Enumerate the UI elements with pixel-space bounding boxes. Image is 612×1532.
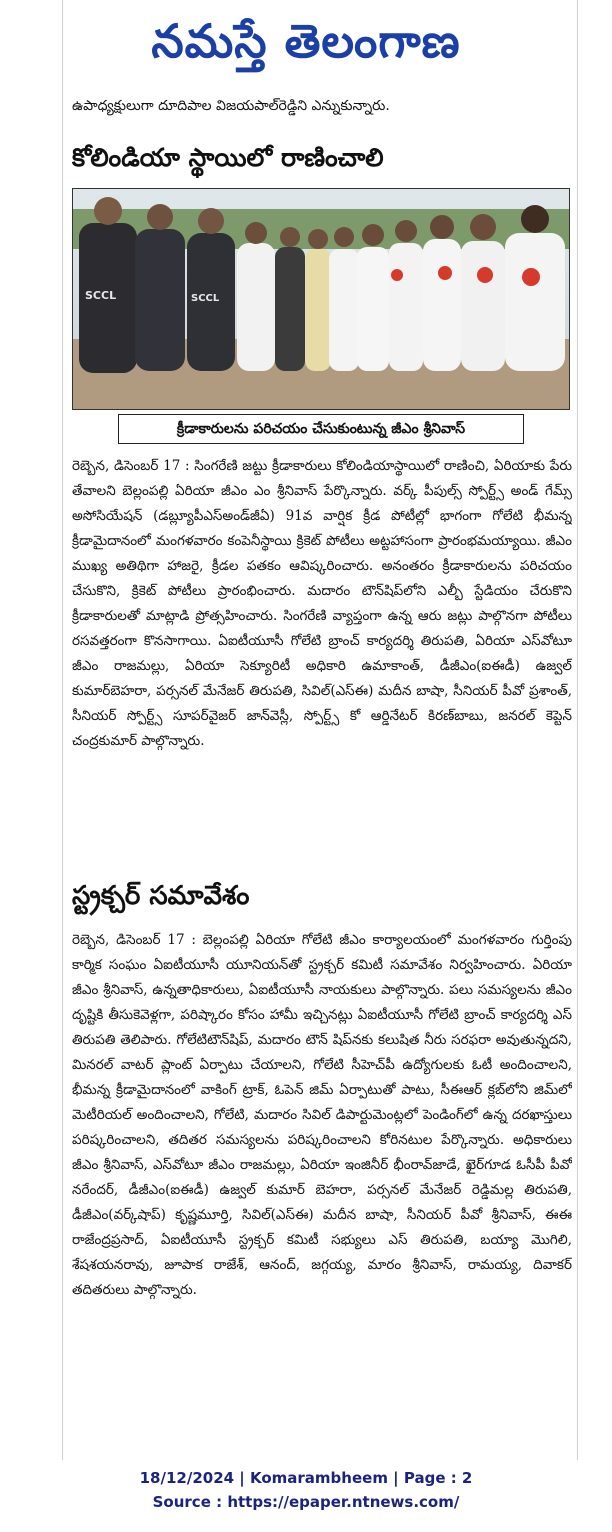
footer-date-page: 18/12/2024 | Komarambheem | Page : 2 bbox=[139, 1469, 473, 1487]
article2-body: రెబ్బెన, డిసెంబర్ 17 : బెల్లంపల్లి ఏరియా గోలేటి జీఎం కార్యాలయంలో మంగళవారం గుర్తింపు కార్మిక సంఘం ఏఐటీయూసీ యూనియన్‌తో స్ట్రక్చర్ కమిటీ సమావేశం నిర్వహించారు. ఏరియా జీఎం శ్రీనివాస్, ఉన్నతాధికారులు, ఏఐటీయూసీ నాయకులు పాల్గొన్నారు. పలు సమస్యలను జీఎం దృష్టికి తీసుకెవెళ్లగా, పరిష్కారం కోసం హామీ ఇచ్చినట్లు ఏఐటీయూసీ గోలేటి బ్రాంచ్ కార్యదర్శి ఎస్ తిరుపతి తెలిపారు. గోలేటిటౌన్‌షిప్, మదారం టౌన్ షిప్‌నకు కలుషిత నీరు సరఫరా అవుతున్నదని, మినరల్ వాటర్ ప్లాంట్ ఏర్పాటు చేయాలని, గోలేటి సీహెచ్‌పీ ఉద్యోగులకు ఓటీ అందించాలని, భీమన్న క్రీడామైదానంలో వాకింగ్ ట్రాక్, ఓపెన్ జిమ్ ఏర్పాటుతో పాటు, సీఈఆర్ క్లబ్‌లోని జిమ్‌లో మెటీరియల్ అందించాలని, గోలేటి, మదారం సివిల్ డిపార్టుమెంట్లలో పెండింగ్‌లో ఉన్న దరఖాస్తులు పరిష్కరించాలని, తదితర సమస్యలను పరిష్కరించాలని కోరినటుల పేర్కొన్నారు. అధికారులు జీఎం శ్రీనివాస్, ఎస్‌వోటూ జీఎం రాజమల్లు, ఏరియా ఇంజినీర్ భీంరావ్‌జాడే, ఖైర్‌గూడ ఓసీపీ పీవో నరేందర్, డీజీఎం(ఐఈడీ) ఉజ్వల్ కుమార్ బెహరా, పర్సనల్ మేనేజర్ రెడ్డిమల్ల తిరుపతి, డీజీఎం(వర్క్‌షాప్) కృష్ణమూర్తి, సివిల్(ఎస్‌ఈ) మదీన బాషా, సీనియర్ పీవో శ్రీనివాస్, ఈఈ రాజేంద్రప్రసాద్, ఏఐటీయూసీ స్ట్రక్చర్ కమిటీ సభ్యులు ఎస్ తిరుపతి, బయ్యా మొగిలి, శేషశయనరావు, జూపాక రాజేశ్, ఆనంద్, జగ్గయ్య, మారం శ్రీనివాస్, రామయ్య, దివాకర్ తదితరులు పాల్గొన్నారు. bbox=[72, 932, 572, 1298]
article1-body: రెబ్బెన, డిసెంబర్ 17 : సింగరేణి జట్టు క్రీడాకారులు కోలిండియాస్థాయిలో రాణించి, ఏరియాకు పేరు తేవాలని బెల్లంపల్లి ఏరియా జీఎం ఎం శ్రీనివాస్ పేర్కొన్నారు. వర్క్ పీపుల్స్ స్పోర్ట్స్ అండ్ గేమ్స్ అసోసియేషన్ (డబ్ల్యూపీఎస్‌అండ్‌జీఏ) 91వ వార్షిక క్రీడ పోటీల్లో భాగంగా గోలేటి భీమన్న క్రీడామైదానంలో మంగళవారం కంపెనీస్థాయి క్రికెట్ పోటీలు అట్టహాసంగా ప్రారంభమయ్యాయి. జీఎం ముఖ్య అతిథిగా హాజరై, క్రీడల పతకం ఆవిష్కరించారు. అనంతరం క్రీడాకారులను పరిచయం చేసుకొని, క్రికెట్ పోటీలు ప్రారంభించారు. మదారం టౌన్‌షిప్‌లోని ఎల్బీ స్టేడియం చేరుకొని క్రీడాకారులతో మాట్లాడి ప్రోత్సహించారు. సింగరేణి వ్యాప్తంగా ఉన్న ఆరు జట్లు పాల్గొనగా పోటీలు రసవత్తరంగా కొనసాగాయి. ఏఐటీయూసీ గోలేటి బ్రాంచ్ కార్యదర్శి తిరుపతి, ఏరియా ఎస్‌వోటూ జీఎం రాజమల్లు, ఏరియా సెక్యూరిటీ అధికారి ఉమాకాంత్, డీజీఎం(ఐఈడీ) ఉజ్వల్ కుమార్‌బెహరా, పర్సనల్ మేనేజర్ తిరుపతి, సివిల్(ఎస్‌ఈ) మదీన బాషా, సీనియర్ పీవో ప్రశాంత్, సీనియర్ స్పోర్ట్స్ సూపర్‌వైజర్ జాన్‌వెస్లీ, స్పోర్ట్స్ కో ఆర్డినేటర్ కిరణ్‌బాబు, జనరల్ కెప్టెన్ చంద్రకుమార్ పాల్గొన్నారు. bbox=[72, 458, 572, 749]
footer-source: Source : https://epaper.ntnews.com/ bbox=[152, 1493, 460, 1511]
jersey-text-2: SCCL bbox=[191, 293, 220, 304]
news-photo bbox=[72, 188, 570, 410]
photo-caption: క్రీడాకారులను పరిచయం చేసుకుంటున్న జీఎం శ్రీనివాస్ bbox=[118, 414, 524, 444]
article2-headline: స్ట్రక్చర్ సమావేశం bbox=[72, 881, 250, 911]
masthead-title: నమస్తే తెలంగాణ bbox=[151, 14, 461, 68]
carryover-line: ఉపాధ్యక్షులుగా దూదిపాల విజయపాల్‌రెడ్డిని ఎన్నుకున్నారు. bbox=[72, 98, 390, 114]
jersey-text: SCCL bbox=[85, 289, 117, 302]
photo-illustration bbox=[73, 189, 569, 409]
article1-headline: కోలిండియా స్థాయిలో రాణించాలి bbox=[72, 143, 384, 172]
